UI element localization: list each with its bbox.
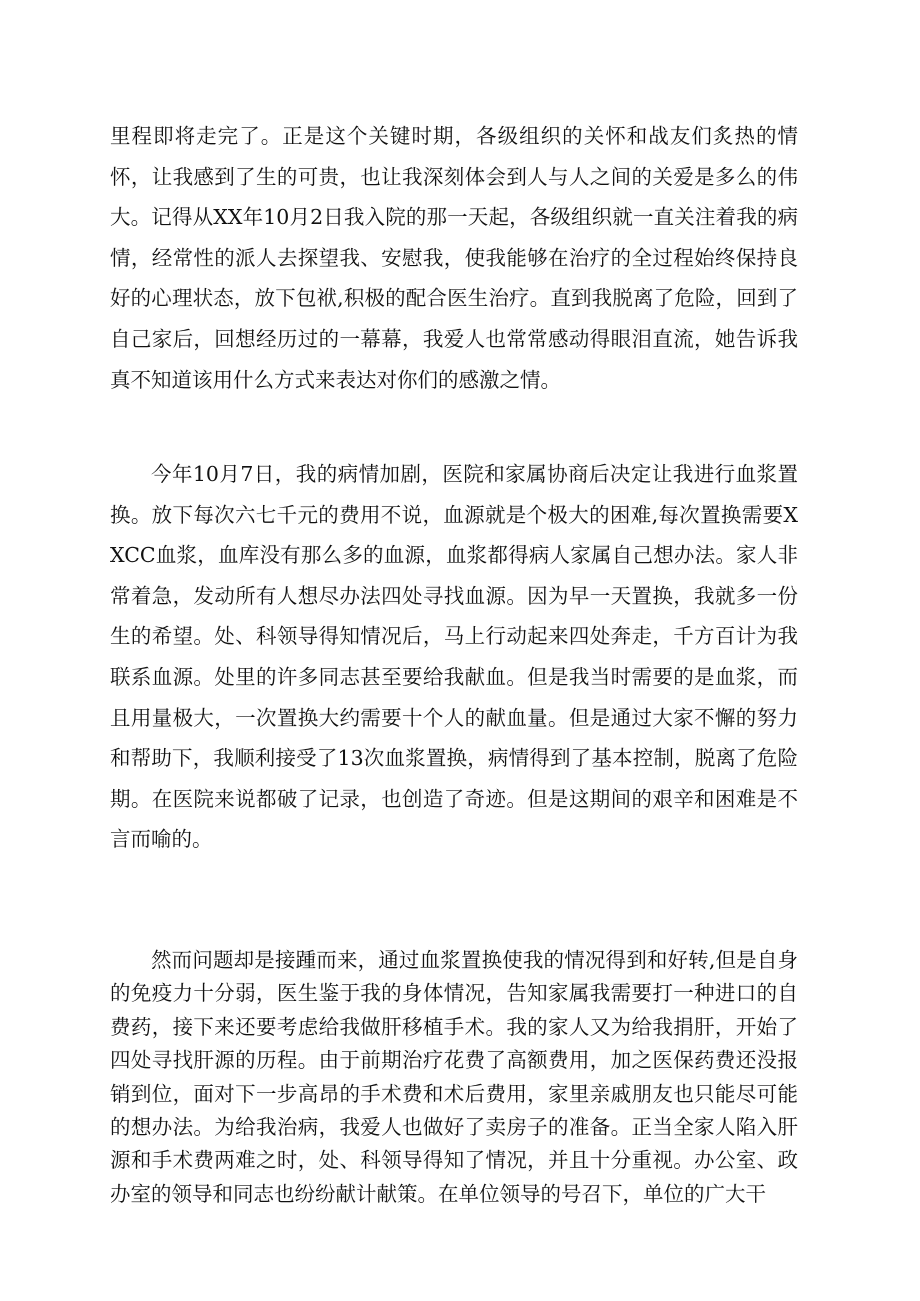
paragraph-plasma-exchange: 今年10月7日，我的病情加剧，医院和家属协商后决定让我进行血浆置换。放下每次六七千元的费用不说，血源就是个极大的困难,每次置换需要XXCC血浆，血库没有那么多的血源，血浆都得病人家属自己想办法。家人非常着急，发动所有人想尽办法四处寻找血源。因为早一天置换，我就多一份生的希望。处、科领导得知情况后，马上行动起来四处奔走，千方百计为我联系血源。处里的许多同志甚至要给我献血。但是我当时需要的是血浆，而且用量极大，一次置换大约需要十个人的献血量。但是通过大家不懈的努力和帮助下，我顺利接受了13次血浆置换，病情得到了基本控制，脱离了危险期。在医院来说都破了记录，也创造了奇迹。但是这期间的艰辛和困难是不言而喻的。 (110, 462, 798, 852)
paragraph-liver-transplant: 然而问题却是接踵而来，通过血浆置换使我的情况得到和好转,但是自身的免疫力十分弱，医生鉴于我的身体情况，告知家属我需要打一种进口的自费药，接下来还要考虑给我做肝移植手术。我的家人又为给我捐肝，开始了四处寻找肝源的历程。由于前期治疗花费了高额费用，加之医保药费还没报销到位，面对下一步高昂的手术费和术后费用，家里亲戚朋友也只能尽可能的想办法。为给我治病，我爱人也做好了卖房子的准备。正当全家人陷入肝源和手术费两难之时，处、科领导得知了情况，并且十分重视。办公室、政办室的领导和同志也纷纷献计献策。在单位领导的号召下，单位的广大干 (110, 948, 798, 1206)
paragraph-hospital-care: 里程即将走完了。正是这个关键时期，各级组织的关怀和战友们炙热的情怀，让我感到了生的可贵，也让我深刻体会到人与人之间的关爱是多么的伟大。记得从XX年10月2日我入院的那一天起，各级组织就一直关注着我的病情，经常性的派人去探望我、安慰我，使我能够在治疗的全过程始终保持良好的心理状态，放下包袱,积极的配合医生治疗。直到我脱离了危险，回到了自己家后，回想经历过的一幕幕，我爱人也常常感动得眼泪直流，她告诉我真不知道该用什么方式来表达对你们的感激之情。 (110, 124, 798, 392)
